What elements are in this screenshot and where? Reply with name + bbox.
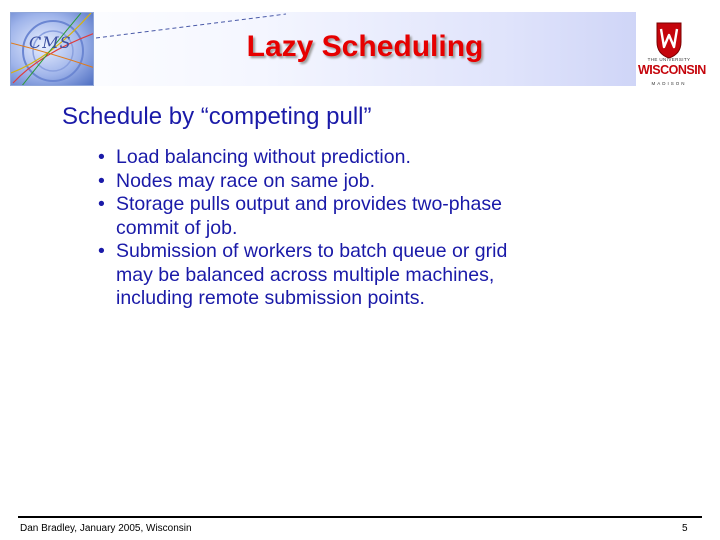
slide-title: Lazy Scheduling (246, 30, 484, 63)
bullet-text-continued: may be balanced across multiple machines, (116, 263, 495, 286)
uw-university-label: THE UNIVERSITY (647, 57, 691, 62)
cms-logo-text: CMS (29, 33, 72, 52)
cms-logo (10, 12, 94, 86)
bullet-text-continued: including remote submission points. (116, 287, 425, 309)
slide-subtitle: Schedule by “competing pull” (62, 103, 372, 130)
uw-crest-icon (654, 20, 684, 60)
bullet-marker: • (98, 240, 105, 262)
bullet-marker: • (98, 146, 105, 168)
bullet-text-continued: commit of job. (116, 216, 238, 239)
bullet-item (98, 170, 658, 194)
uw-madison-label: MADISON (651, 81, 687, 86)
bullet-text: Load balancing without prediction. (116, 146, 411, 168)
bullet-text: Storage pulls output and provides two-phase (116, 193, 502, 215)
bullet-marker: • (98, 169, 105, 192)
footer-credit: Dan Bradley, January 2005, Wisconsin (20, 523, 192, 534)
uw-wisconsin-wordmark: WISCONSIN (638, 63, 706, 77)
bullet-item (98, 240, 658, 311)
bullet-text: Submission of workers to batch queue or grid (116, 240, 508, 262)
bullet-list (98, 146, 658, 311)
footer-divider (18, 516, 702, 518)
page-number: 5 (682, 523, 688, 534)
bullet-text: Nodes may race on same job. (116, 169, 376, 192)
bullet-item (98, 146, 658, 170)
bullet-item (98, 193, 658, 240)
bullet-marker: • (98, 193, 105, 215)
